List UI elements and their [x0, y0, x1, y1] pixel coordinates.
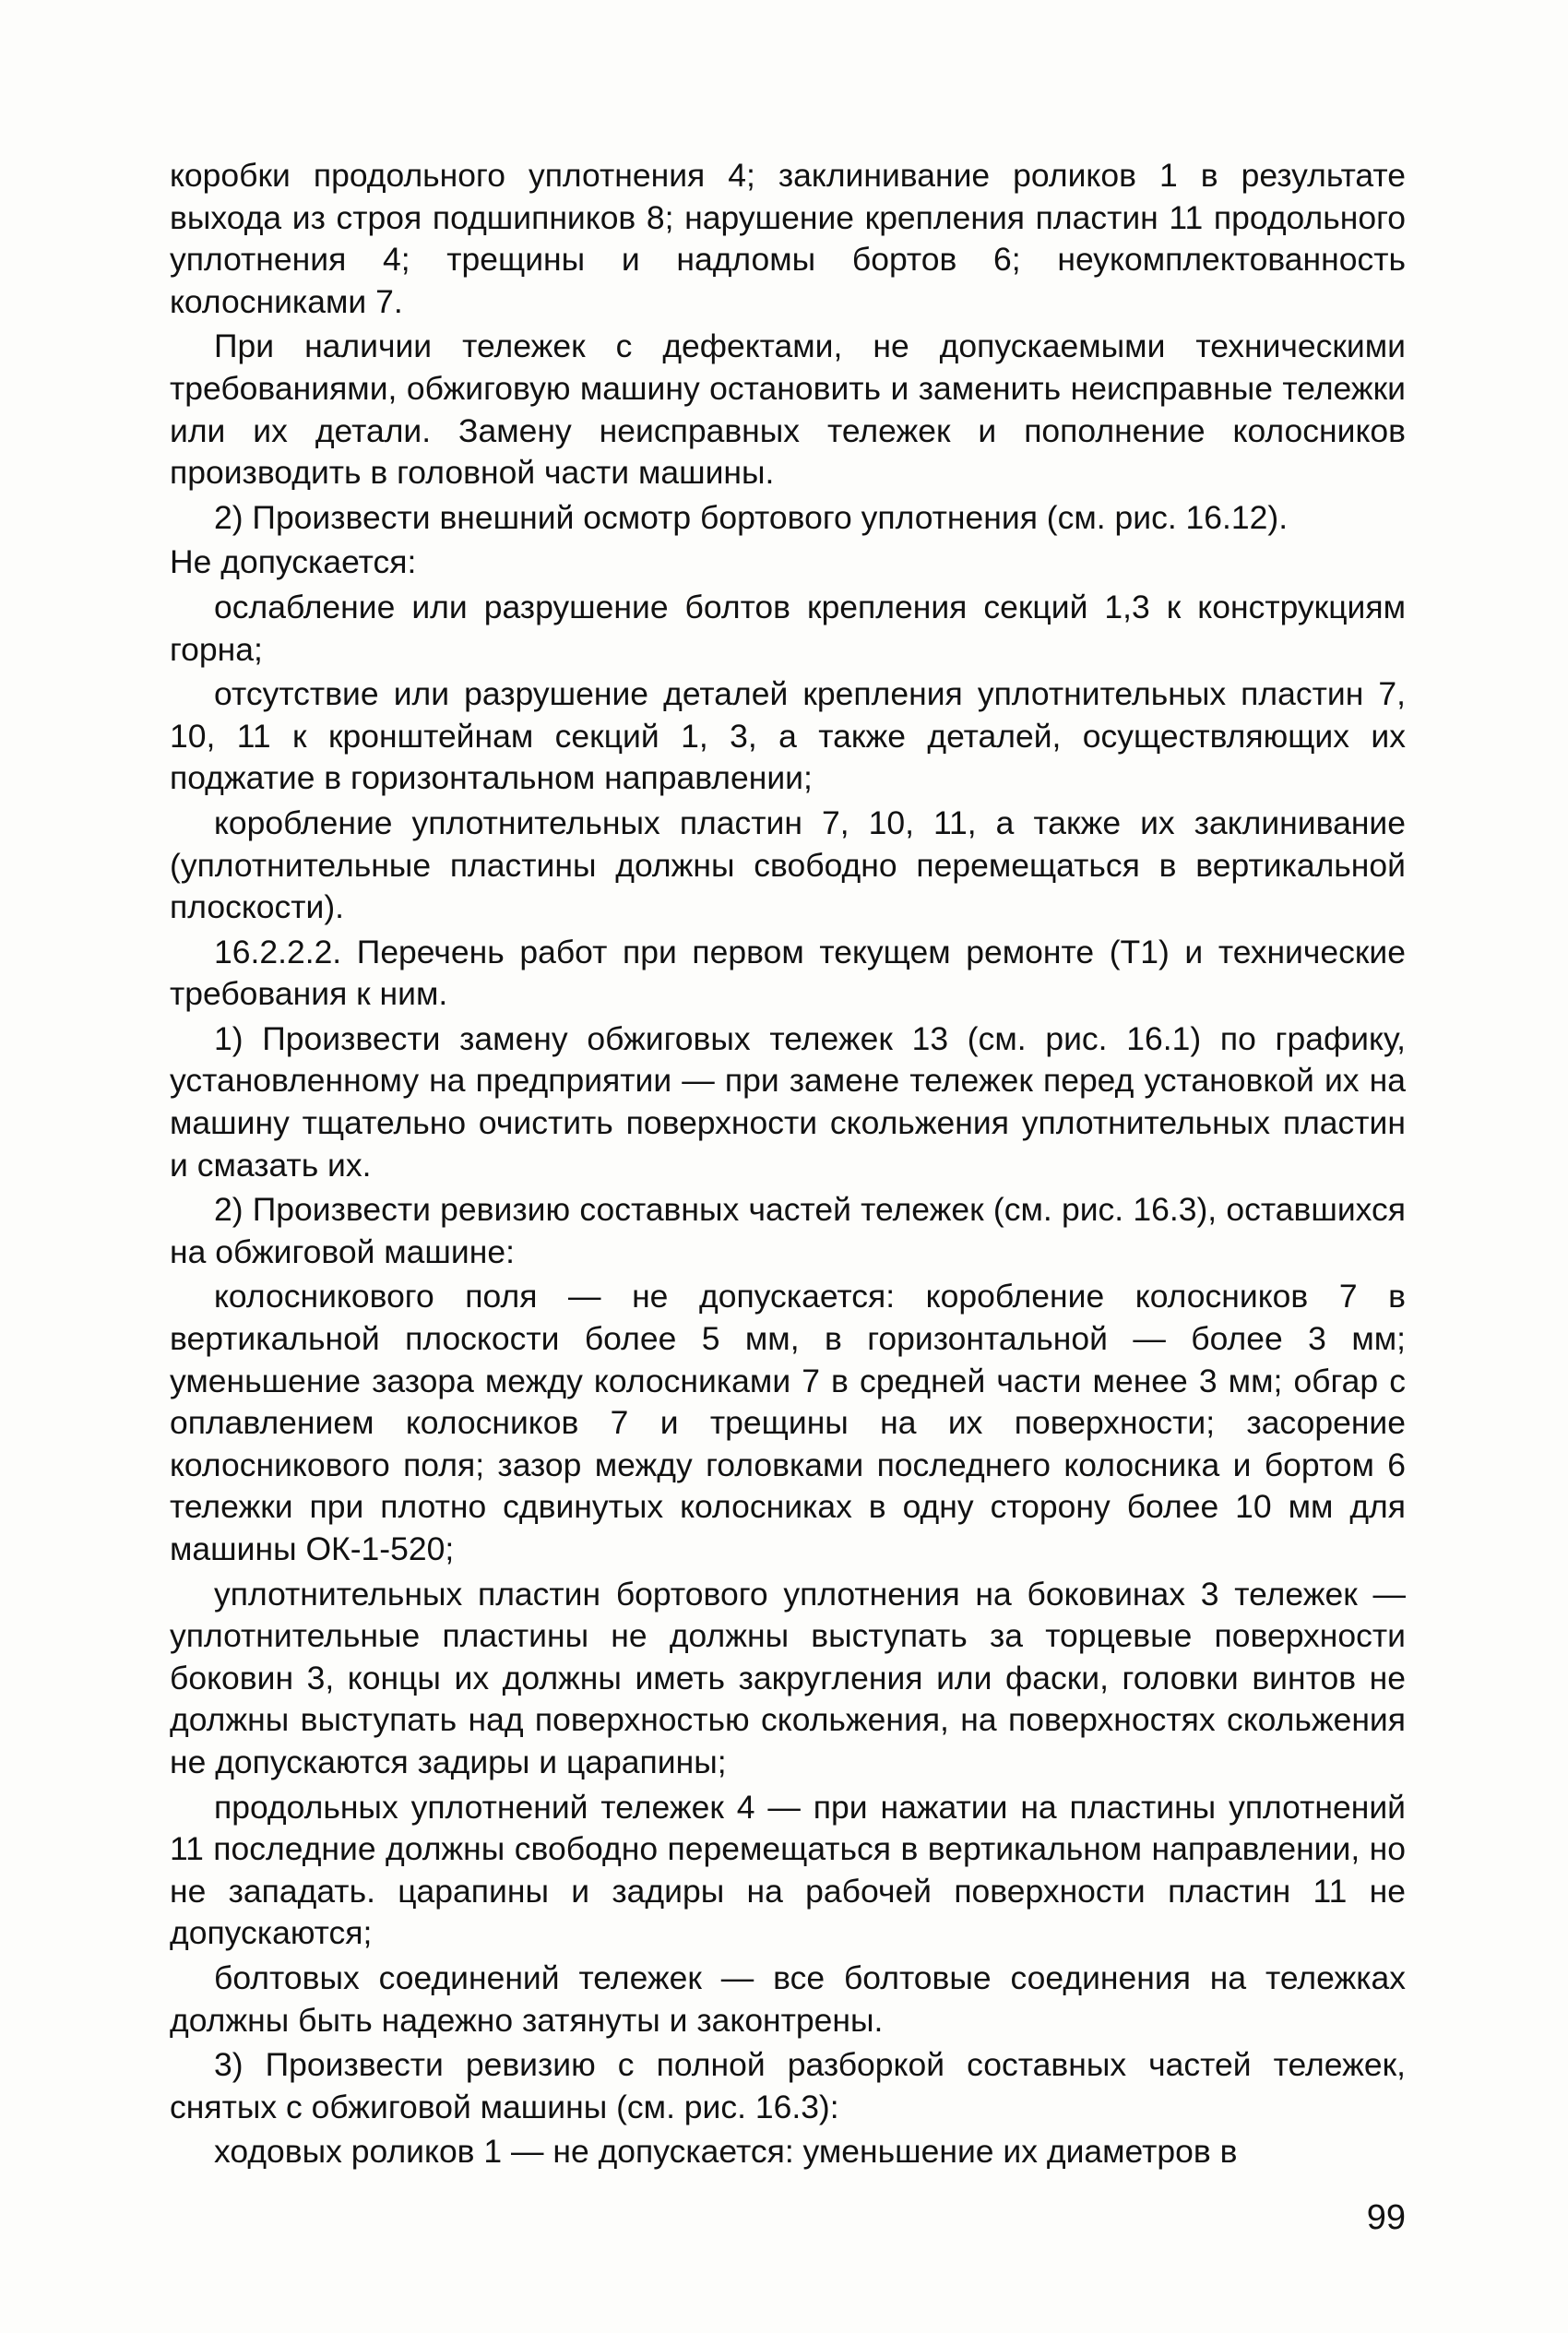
page-number: 99 [1366, 2198, 1406, 2237]
paragraph-p1: коробки продольного уплотнения 4; заклинивание роликов 1 в результате выхода из строя подшипников 8; нарушение крепления пластин 11 продольного уплотнения 4; трещины и надломы бортов 6; неукомплектованность колосниками 7. [170, 157, 1406, 320]
paragraph-p14: болтовых соединений тележек — все болтовые соединения на тележках должны быть надежно затянуты и законтрены. [170, 1958, 1406, 2039]
paragraph-p3: 2) Произвести внешний осмотр бортового уплотнения (см. рис. 16.12). [214, 498, 1289, 536]
paragraph-p7: коробление уплотнительных пластин 7, 10, 11, а также их заклинивание (уплотнительные пластины должны свободно перемещаться в вертикальной плоскости). [170, 803, 1406, 926]
paragraph-p11: колосникового поля — не допускается: коробление колосников 7 в вертикальной плоскости более 5 мм, в горизонтальной — более 3 мм; уменьшение зазора между колосниками 7 в средней части менее 3 мм; обгар с оплавлением колосников 7 и трещины на их поверхности; засорение колосникового поля; зазор между головками последнего колосника и бортом 6 тележки при плотно сдвинутых колосниках в одну сторону более 10 мм для машины ОК-1-520; [170, 1278, 1406, 1567]
paragraph-p4: Не допускается: [170, 543, 417, 581]
paragraph-p8: 16.2.2.2. Перечень работ при первом текущем ремонте (Т1) и технические требования к ним. [170, 933, 1406, 1013]
paragraph-p9: 1) Произвести замену обжиговых тележек 13 (см. рис. 16.1) по графику, установленному на предприятии — при замене тележек перед установкой их на машину тщательно очистить поверхности скольжения уплотнительных пластин и смазать их. [170, 1019, 1406, 1184]
paragraph-p10: 2) Произвести ревизию составных частей тележек (см. рис. 16.3), оставшихся на обжиговой машине: [170, 1191, 1406, 1270]
paragraph-p2: При наличии тележек с дефектами, не допускаемыми техническими требованиями, обжиговую машину остановить и заменить неисправные тележки или их детали. Замену неисправных тележек и пополнение колосников производить в головной части машины. [170, 327, 1406, 492]
paragraph-p16: ходовых роликов 1 — не допускается: уменьшение их диаметров в [214, 2133, 1238, 2171]
paragraph-p13: продольных уплотнений тележек 4 — при нажатии на пластины уплотнений 11 последние должны свободно перемещаться в вертикальном направлении, но не западать. царапины и задиры на рабочей поверхности пластин 11 не допускаются; [170, 1788, 1406, 1952]
body-text [170, 155, 1406, 2176]
paragraph-p12: уплотнительных пластин бортового уплотнения на боковинах 3 тележек — уплотнительные пластины не должны выступать за торцевые поверхности боковин 3, концы их должны иметь закругления или фаски, головки винтов не должны выступать над поверхностью скольжения, на поверхностях скольжения не допускаются задиры и царапины; [170, 1575, 1406, 1780]
paragraph-p6: отсутствие или разрушение деталей крепления уплотнительных пластин 7, 10, 11 к кронштейнам секций 1, 3, а также деталей, осуществляющих их поджатие в горизонтальном направлении; [170, 675, 1406, 797]
paragraph-p5: ослабление или разрушение болтов крепления секций 1,3 к конструкциям горна; [170, 588, 1406, 668]
paragraph-p15: 3) Произвести ревизию с полной разборкой составных частей тележек, снятых с обжиговой машины (см. рис. 16.3): [170, 2046, 1406, 2125]
